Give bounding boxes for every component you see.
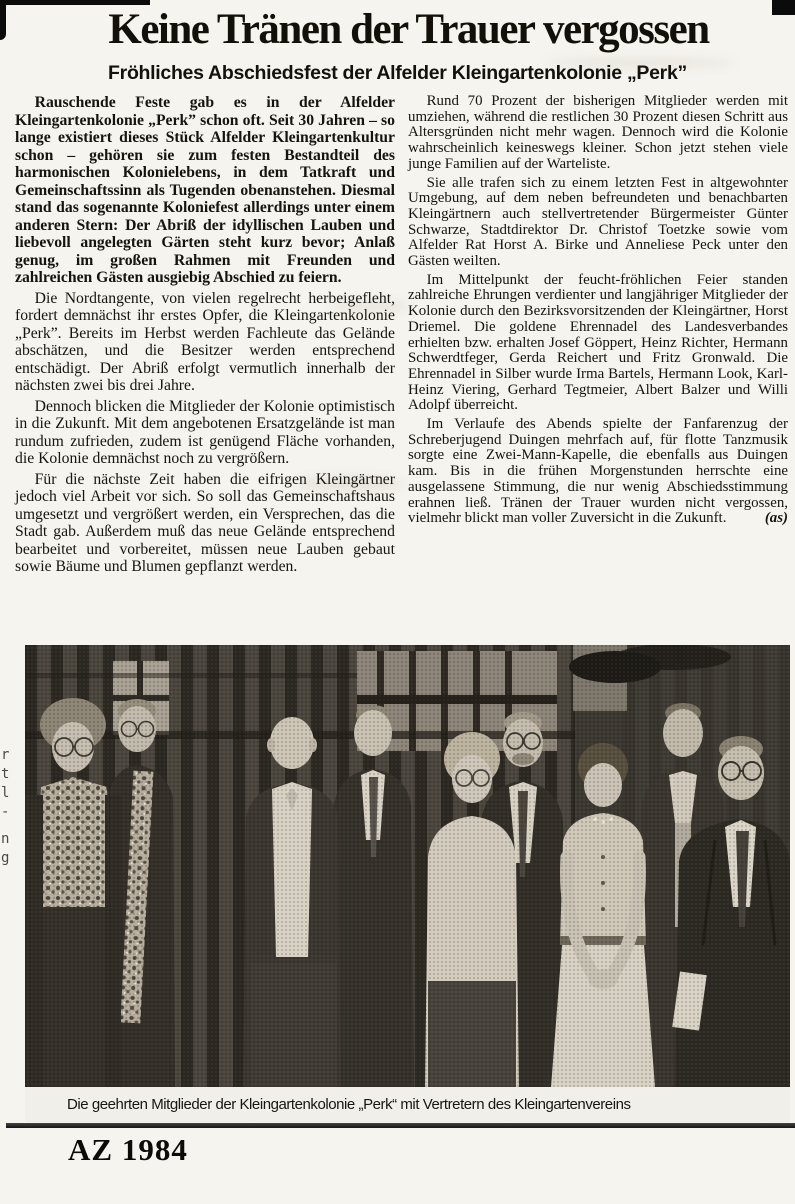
scan-smudge xyxy=(295,476,405,492)
group-photo-image xyxy=(25,645,790,1087)
paragraph: Für die nächste Zeit haben die eifrigen Kleingärtner jedoch viel Arbeit vor sich. So soll das Gemeinschaftshaus umgesetzt und vergrößert werden, ein Versprechen, das die Stadt gab. Außerdem muß das neue Gelände entsprechend bearbeitet und vorbereitet, müssen neue Lauben gebaut sowie Bäume und Blumen gepflanzt werden. xyxy=(15,470,395,575)
paragraph: Im Mittelpunkt der feucht-fröhlichen Feier standen zahlreiche Ehrungen verdienter und langjähriger Mitglieder der Kolonie durch den Bezirksvorsitzenden der Kleingärtner, Horst Driemel. Die goldene Ehrennadel des Landesverbandes erhielten bzw. erhalten Josef Göppert, Heinz Richter, Hermann Schwerdtfeger, Gerda Reichert und Fritz Gronwald. Die Ehrennadel in Silber wurde Irma Bartels, Hermann Look, Karl-Heinz Viering, Gerhard Tegtmeier, Albert Balzer und Willi Adolpf überreicht. xyxy=(408,271,788,414)
margin-text-fragment: g xyxy=(1,850,10,866)
margin-text-fragment: l xyxy=(1,785,10,801)
divider-rule xyxy=(6,1123,795,1128)
paragraph-text: Im Verlaufe des Abends spielte der Fanfarenzug der Schreberjugend Duingen mehrfach auf, für flotte Tanzmusik sorgte eine Zwei-Mann-Kapelle, die ebenfalls aus Duingen kam. Bis in die frühen Morgenstunden herrschte eine ausgelassene Stimmung, die nur wenig Abschiedsstimmung erahnen ließ. Tränen der Trauer wurden nicht vergossen, vielmehr blickt man voller Zuversicht in die Zukunft. xyxy=(408,416,788,527)
paragraph: Rauschende Feste gab es in der Alfelder Kleingartenkolonie „Perk” schon oft. Seit 30 Jahren – so lange existiert dieses Stück Alfelder Kleingartenkultur schon – gehören sie zum festen Bestandteil des harmonischen Kolonielebens, in dem Tatkraft und Gemeinschaftssinn als Tugenden obenanstehen. Diesmal stand das sogenannte Koloniefest allerdings unter einem anderen Stern: Der Abriß der idyllischen Lauben und liebevoll angelegten Gärten steht kurz bevor; Anlaß genug, im großen Rahmen mit Freunden und zahlreichen Gästen ausgiebig Abschied zu feiern. xyxy=(15,94,395,286)
article-body xyxy=(0,91,795,645)
paragraph: Sie alle trafen sich zu einem letzten Fest in altgewohnter Umgebung, auf dem neben befreundeten und benachbarten Kleingärtnern auch stellvertretender Bürgermeister Günter Schwarze, Stadtdirektor Dr. Christof Toetzke sowie vom Alfelder Rat Horst A. Birke und Anneliese Peck unter den Gästen weilten. xyxy=(408,174,788,270)
page-subtitle: Fröhliches Abschiedsfest der Alfelder Kleingartenkolonie „Perk” xyxy=(108,62,687,84)
scan-artifact-top xyxy=(0,0,150,5)
scan-smudge xyxy=(330,300,410,312)
page-title: Keine Tränen der Trauer vergossen xyxy=(108,6,709,53)
margin-text-fragment: r xyxy=(1,747,10,763)
paragraph: Die Nordtangente, von vielen regelrecht herbeigefleht, fordert demnächst ihr erstes Opfer, die Kleingartenkolonie „Perk”. Bereits im Herbst werden Fachleute das Gelände abschätzen, und die Besitzer werden entsprechend entschädigt. Der Abriß erfolgt vermutlich innerhalb der nächsten zwei bis drei Jahre. xyxy=(15,289,395,394)
paragraph xyxy=(408,417,788,527)
photo-caption: Die geehrten Mitglieder der Kleingartenkolonie „Perk“ mit Vertretern des Kleingartenvereins xyxy=(67,1096,631,1113)
archive-stamp: AZ 1984 xyxy=(68,1132,188,1167)
article-left-column xyxy=(15,94,395,645)
adjacent-column-fragments xyxy=(1,746,15,868)
author-signature: (as) xyxy=(764,510,788,527)
margin-text-fragment: - xyxy=(1,804,10,820)
margin-text-fragment: n xyxy=(1,831,10,847)
scan-artifact-left xyxy=(0,0,6,40)
article-right-column xyxy=(408,94,788,645)
scan-smudge xyxy=(545,58,735,68)
group-photo xyxy=(25,645,790,1087)
scan-artifact-top-right xyxy=(772,0,795,15)
paragraph: Dennoch blicken die Mitglieder der Kolonie optimistisch in die Zukunft. Mit dem angebotenen Ersatzgelände ist man rundum zufrieden, zudem ist genügend Fläche vorhanden, die Kolonie demnächst noch zu vergrößern. xyxy=(15,397,395,467)
photo-caption-bar xyxy=(25,1087,790,1122)
margin-text-fragment: t xyxy=(1,766,10,782)
halftone-texture xyxy=(25,645,790,1087)
paragraph: Rund 70 Prozent der bisherigen Mitglieder werden mit umziehen, während die restlichen 30 Prozent diesen Schritt aus Altersgründen nicht mehr wagen. Dennoch wird die Kolonie wahrscheinlich keineswegs kleiner. Schon jetzt stehen viele junge Familien auf der Warteliste. xyxy=(408,93,788,172)
